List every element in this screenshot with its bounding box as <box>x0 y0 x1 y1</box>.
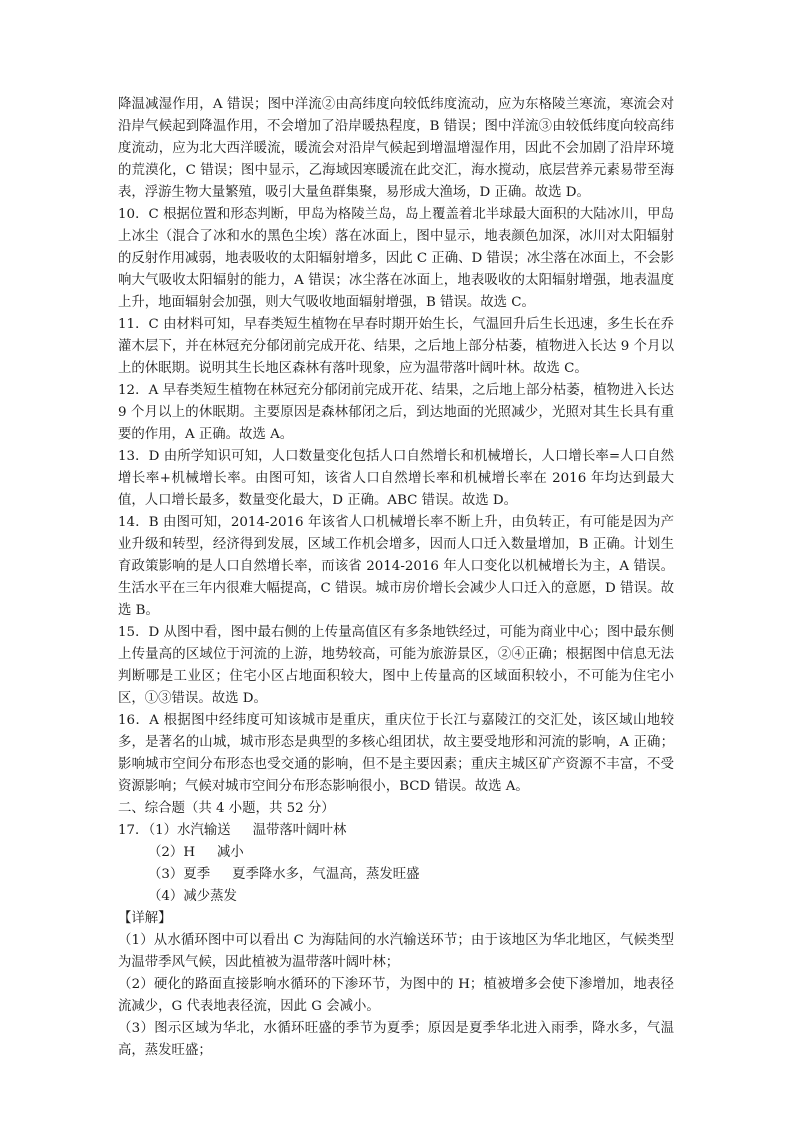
q17-answer-4 <box>118 886 674 908</box>
detail-2: （2）硬化的路面直接影响水循环的下渗环节，为图中的 H；植被增多会使下渗增加，地表径流减少，G 代表地表径流，因此 G 会减小。 <box>118 977 674 1014</box>
q17-number: 17． <box>118 823 149 838</box>
answer-11: 11．C 由材料可知，早春类短生植物在早春时期开始生长，气温回升后生长迅速，多生长在乔灌木层下，并在林冠充分郁闭前完成开花、结果，之后地上部分枯萎，植物进入长达 9 个月以上的休眠期。说明其生长地区森林有落叶现象，应为温带落叶阔叶林。故选 C。 <box>118 317 674 376</box>
detail-header: 【详解】 <box>118 911 172 926</box>
answer-16: 16．A 根据图中经纬度可知该城市是重庆，重庆位于长江与嘉陵江的交汇处，该区域山地较多，是著名的山城，城市形态是典型的多核心组团状，故主要受地形和河流的影响，A 正确；影响城市空间分布形态也受交通的影响，但不是主要因素；重庆主城区矿产资源不丰富，不受资源影响；气候对城市空间分布形态影响很小，BCD 错误。故选 A。 <box>118 713 674 794</box>
answer-part: H <box>183 845 195 860</box>
answer-15: 15．D 从图中看，图中最右侧的上传量高值区有多条地铁经过，可能为商业中心；图中最东侧上传量高的区域位于河流的上游，地势较高，可能为旅游景区，②④正确；根据图中信息无法判断哪是工业区；住宅小区占地面积较大，图中上传量高的区域面积较小，不可能为住宅小区，①③错误。故选 D。 <box>118 625 674 706</box>
answer-12: 12．A 早春类短生植物在林冠充分郁闭前完成开花、结果，之后地上部分枯萎，植物进入长达 9 个月以上的休眠期。主要原因是森林郁闭之后，到达地面的光照减少，光照对其生长具有重要的作用，A 正确。故选 A。 <box>118 383 674 442</box>
paragraph: 降温减湿作用，A 错误；图中洋流②由高纬度向较低纬度流动，应为东格陵兰寒流，寒流会对沿岸气候起到降温作用，不会增加了沿岸暖热程度，B 错误；图中洋流③由较低纬度向较高纬度流动，应为北大西洋暖流，暖流会对沿岸气候起到增温增湿作用，因此不会加剧了沿岸环境的荒漠化，C 错误；图中显示，乙海域因寒暖流在此交汇，海水搅动，底层营养元素易带至海表，浮游生物大量繁殖，吸引大量鱼群集聚，易形成大渔场，D 正确。故选 D。 <box>118 97 674 200</box>
answer-part: 水汽输送 <box>177 823 231 838</box>
q17-answer-3 <box>118 864 674 886</box>
answer-document <box>118 94 674 1062</box>
detail-3: （3）图示区域为华北，水循环旺盛的季节为夏季；原因是夏季华北进入雨季，降水多，气温高，蒸发旺盛； <box>118 1021 674 1058</box>
q17-answer-2 <box>118 842 674 864</box>
answer-label: （1） <box>148 823 178 838</box>
section-heading: 二、综合题（共 4 小题，共 52 分） <box>118 801 335 816</box>
answer-13: 13．D 由所学知识可知，人口数量变化包括人口自然增长和机械增长，人口增长率=人口自然增长率+机械增长率。由图可知，该省人口自然增长率和机械增长率在 2016 年均达到最大值，人口增长最多，数量变化最大，D 正确。ABC 错误。故选 D。 <box>118 449 674 508</box>
detail-1: （1）从水循环图中可以看出 C 为海陆间的水汽输送环节；由于该地区为华北地区，气候类型为温带季风气候，因此植被为温带落叶阔叶林； <box>118 933 674 970</box>
answer-part: 温带落叶阔叶林 <box>252 823 347 838</box>
answer-label: （3） <box>148 867 184 882</box>
answer-10: 10．C 根据位置和形态判断，甲岛为格陵兰岛，岛上覆盖着北半球最大面积的大陆冰川，甲岛上冰尘（混合了冰和水的黑色尘埃）落在冰面上，图中显示，地表颜色加深，冰川对太阳辐射的反射作用减弱，地表吸收的太阳辐射增多，因此 C 正确、D 错误；冰尘落在冰面上，不会影响大气吸收太阳辐射的能力，A 错误；冰尘落在冰面上，地表吸收的太阳辐射增强，地表温度上升，地面辐射会加强，则大气吸收地面辐射增强，B 错误。故选 C。 <box>118 207 674 310</box>
answer-14: 14．B 由图可知，2014-2016 年该省人口机械增长率不断上升，由负转正，有可能是因为产业升级和转型，经济得到发展，区域工作机会增多，因而人口迁入数量增加，B 正确。计划生育政策影响的是人口自然增长率，而该省 2014-2016 年人口变化以机械增长为主，A 错误。生活水平在三年内很难大幅提高，C 错误。城市房价增长会减少人口迁入的意愿，D 错误。故选 B。 <box>118 515 674 618</box>
answer-part: 减小 <box>217 845 244 860</box>
answer-label: （4） <box>148 889 184 904</box>
answer-part: 夏季 <box>183 867 211 882</box>
answer-part: 夏季降水多，气温高，蒸发旺盛 <box>232 867 420 882</box>
q17-answer-1 <box>118 820 674 842</box>
answer-part: 减少蒸发 <box>183 889 237 904</box>
answer-label: （2） <box>148 845 184 860</box>
